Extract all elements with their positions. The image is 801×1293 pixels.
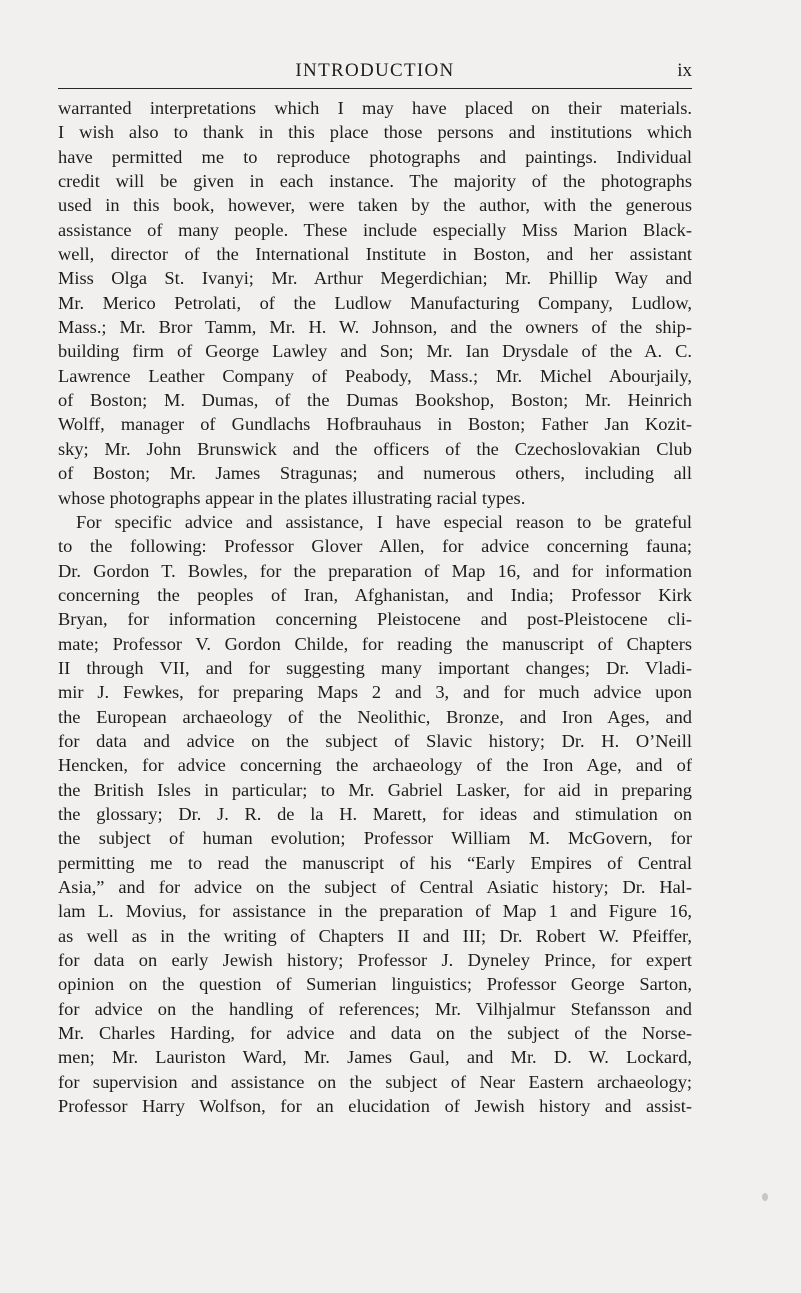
text-line: building firm of George Lawley and Son; Mr. Ian Drysdale of the A. C. [58, 341, 692, 362]
text-line: well, director of the International Institute in Boston, and her assistant [58, 244, 692, 265]
text-line: the subject of human evolution; Professor William M. McGovern, for [58, 828, 692, 849]
text-line: for advice on the handling of references; Mr. Vilhjalmur Stefansson and [58, 998, 692, 1019]
body-text [58, 96, 692, 1118]
text-line: Dr. Gordon T. Bowles, for the preparation of Map 16, and for information [58, 560, 692, 581]
text-line: whose photographs appear in the plates illustrating racial types. [58, 487, 526, 508]
text-line: II through VII, and for suggesting many important changes; Dr. Vladi- [58, 657, 692, 678]
text-line: Miss Olga St. Ivanyi; Mr. Arthur Megerdichian; Mr. Phillip Way and [58, 268, 692, 289]
text-line: mir J. Fewkes, for preparing Maps 2 and 3, and for much advice upon [58, 682, 692, 703]
text-line: Mr. Charles Harding, for advice and data on the subject of the Norse- [58, 1023, 692, 1044]
text-line: Mass.; Mr. Bror Tamm, Mr. H. W. Johnson, and the owners of the ship- [58, 317, 692, 338]
text-line: Bryan, for information concerning Pleistocene and post-Pleistocene cli- [58, 609, 692, 630]
text-line: I wish also to thank in this place those persons and institutions which [58, 122, 692, 143]
text-line: for supervision and assistance on the subject of Near Eastern archaeology; [58, 1071, 692, 1092]
text-line: For specific advice and assistance, I have especial reason to be grateful [76, 511, 692, 532]
paper-speck [762, 1193, 768, 1201]
page-number: ix [677, 60, 692, 81]
running-head [58, 60, 692, 89]
text-line: Professor Harry Wolfson, for an elucidation of Jewish history and assist- [58, 1096, 692, 1117]
text-line: of Boston; M. Dumas, of the Dumas Bookshop, Boston; Mr. Heinrich [58, 390, 692, 411]
text-line: Hencken, for advice concerning the archaeology of the Iron Age, and of [58, 755, 692, 776]
text-line: sky; Mr. John Brunswick and the officers of the Czechoslovakian Club [58, 438, 692, 459]
text-line: as well as in the writing of Chapters II and III; Dr. Robert W. Pfeiffer, [58, 925, 692, 946]
text-line: warranted interpretations which I may have placed on their materials. [58, 98, 692, 118]
text-line: permitting me to read the manuscript of his “Early Empires of Central [58, 852, 692, 873]
text-line: the British Isles in particular; to Mr. Gabriel Lasker, for aid in preparing [58, 779, 692, 800]
text-line: the European archaeology of the Neolithic, Bronze, and Iron Ages, and [58, 706, 692, 727]
text-line: of Boston; Mr. James Stragunas; and numerous others, including all [58, 463, 692, 484]
text-line: for data on early Jewish history; Professor J. Dyneley Prince, for expert [58, 950, 692, 971]
text-line: Asia,” and for advice on the subject of Central Asiatic history; Dr. Hal- [58, 877, 692, 897]
text-line: for data and advice on the subject of Slavic history; Dr. H. O’Neill [58, 730, 692, 751]
text-line: opinion on the question of Sumerian linguistics; Professor George Sarton, [58, 974, 692, 995]
text-line: used in this book, however, were taken by the author, with the generous [58, 195, 692, 216]
text-line: men; Mr. Lauriston Ward, Mr. James Gaul, and Mr. D. W. Lockard, [58, 1047, 692, 1068]
text-line: concerning the peoples of Iran, Afghanistan, and India; Professor Kirk [58, 584, 692, 605]
text-line: lam L. Movius, for assistance in the preparation of Map 1 and Figure 16, [58, 901, 692, 922]
text-line: Mr. Merico Petrolati, of the Ludlow Manufacturing Company, Ludlow, [58, 292, 692, 313]
chapter-title: INTRODUCTION [295, 60, 455, 81]
text-line: mate; Professor V. Gordon Childe, for reading the manuscript of Chapters [58, 633, 692, 654]
text-line: have permitted me to reproduce photographs and paintings. Individual [58, 146, 692, 167]
text-line: Wolff, manager of Gundlachs Hofbrauhaus in Boston; Father Jan Kozit- [58, 414, 692, 435]
text-line: to the following: Professor Glover Allen, for advice concerning fauna; [58, 536, 692, 557]
text-line: credit will be given in each instance. The majority of the photographs [58, 171, 692, 192]
text-line: Lawrence Leather Company of Peabody, Mass.; Mr. Michel Abourjaily, [58, 365, 692, 386]
text-line: the glossary; Dr. J. R. de la H. Marett, for ideas and stimulation on [58, 803, 692, 824]
text-line: assistance of many people. These include especially Miss Marion Black- [58, 219, 692, 240]
